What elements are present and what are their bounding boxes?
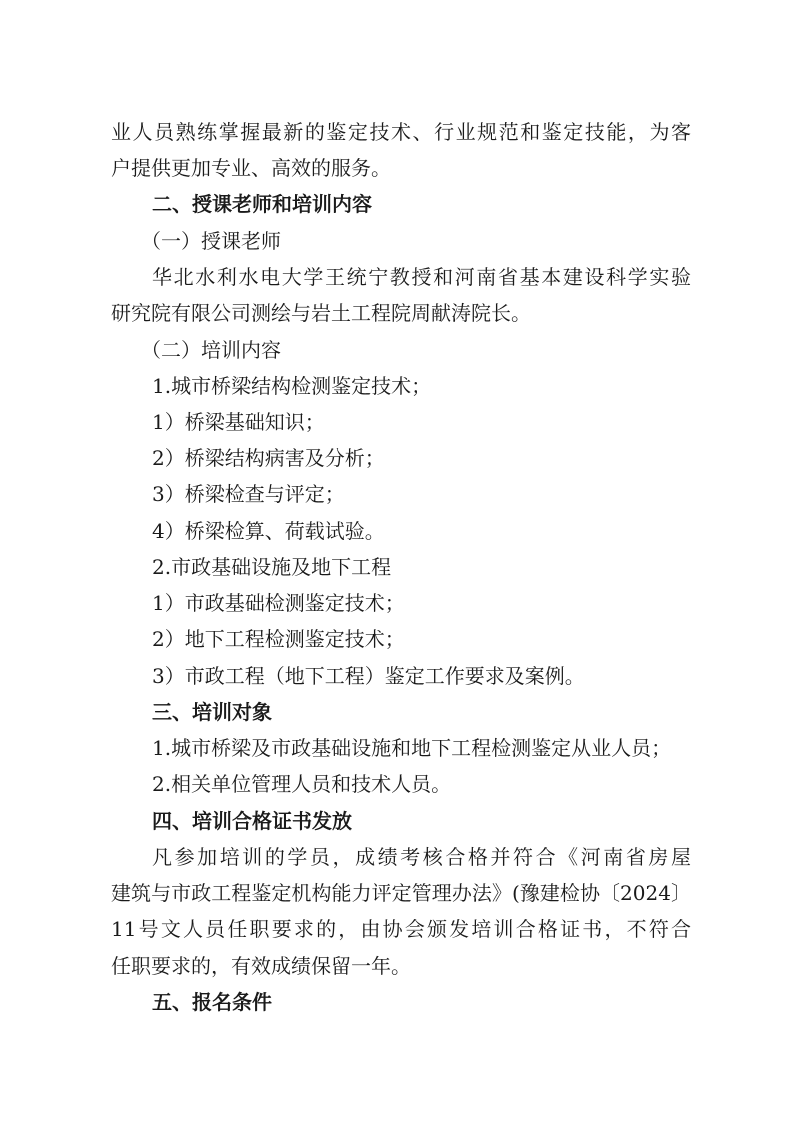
list-item: 2）地下工程检测鉴定技术； <box>152 627 405 651</box>
list-item: 1）桥梁基础知识； <box>152 410 325 434</box>
list-item: 2.市政基础设施及地下工程 <box>152 555 392 579</box>
section-heading: 二、授课老师和培训内容 <box>152 192 372 216</box>
paragraph-line: 11号文人员任职要求的，由协会颁发培训合格证书，不符合 <box>111 917 691 941</box>
section-heading: 四、培训合格证书发放 <box>152 809 352 833</box>
subsection-heading: （二）培训内容 <box>141 338 281 362</box>
subsection-heading: （一）授课老师 <box>141 229 281 253</box>
section-heading: 五、报名条件 <box>152 990 272 1014</box>
list-item: 3）市政工程（地下工程）鉴定工作要求及案例。 <box>152 664 585 688</box>
section-heading: 三、培训对象 <box>152 700 272 724</box>
list-item: 4）桥梁检算、荷载试验。 <box>152 519 385 543</box>
list-item: 2）桥梁结构病害及分析； <box>152 446 385 470</box>
paragraph-line: 户提供更加专业、高效的服务。 <box>111 156 391 180</box>
list-item: 3）桥梁检查与评定； <box>152 482 345 506</box>
paragraph-line: 任职要求的，有效成绩保留一年。 <box>111 954 411 978</box>
list-item: 1.城市桥梁结构检测鉴定技术； <box>152 374 432 398</box>
list-item: 2.相关单位管理人员和技术人员。 <box>152 772 452 796</box>
paragraph-line: 业人员熟练掌握最新的鉴定技术、行业规范和鉴定技能，为客 <box>111 120 691 144</box>
list-item: 1.城市桥梁及市政基础设施和地下工程检测鉴定从业人员； <box>152 736 672 760</box>
paragraph-line: 凡参加培训的学员，成绩考核合格并符合《河南省房屋 <box>152 845 691 869</box>
paragraph-line: 华北水利水电大学王统宁教授和河南省基本建设科学实验 <box>152 265 691 289</box>
paragraph-line: 建筑与市政工程鉴定机构能力评定管理办法》(豫建检协〔2024〕 <box>111 881 691 905</box>
list-item: 1）市政基础检测鉴定技术； <box>152 591 405 615</box>
paragraph-line: 研究院有限公司测绘与岩土工程院周献涛院长。 <box>111 301 531 325</box>
